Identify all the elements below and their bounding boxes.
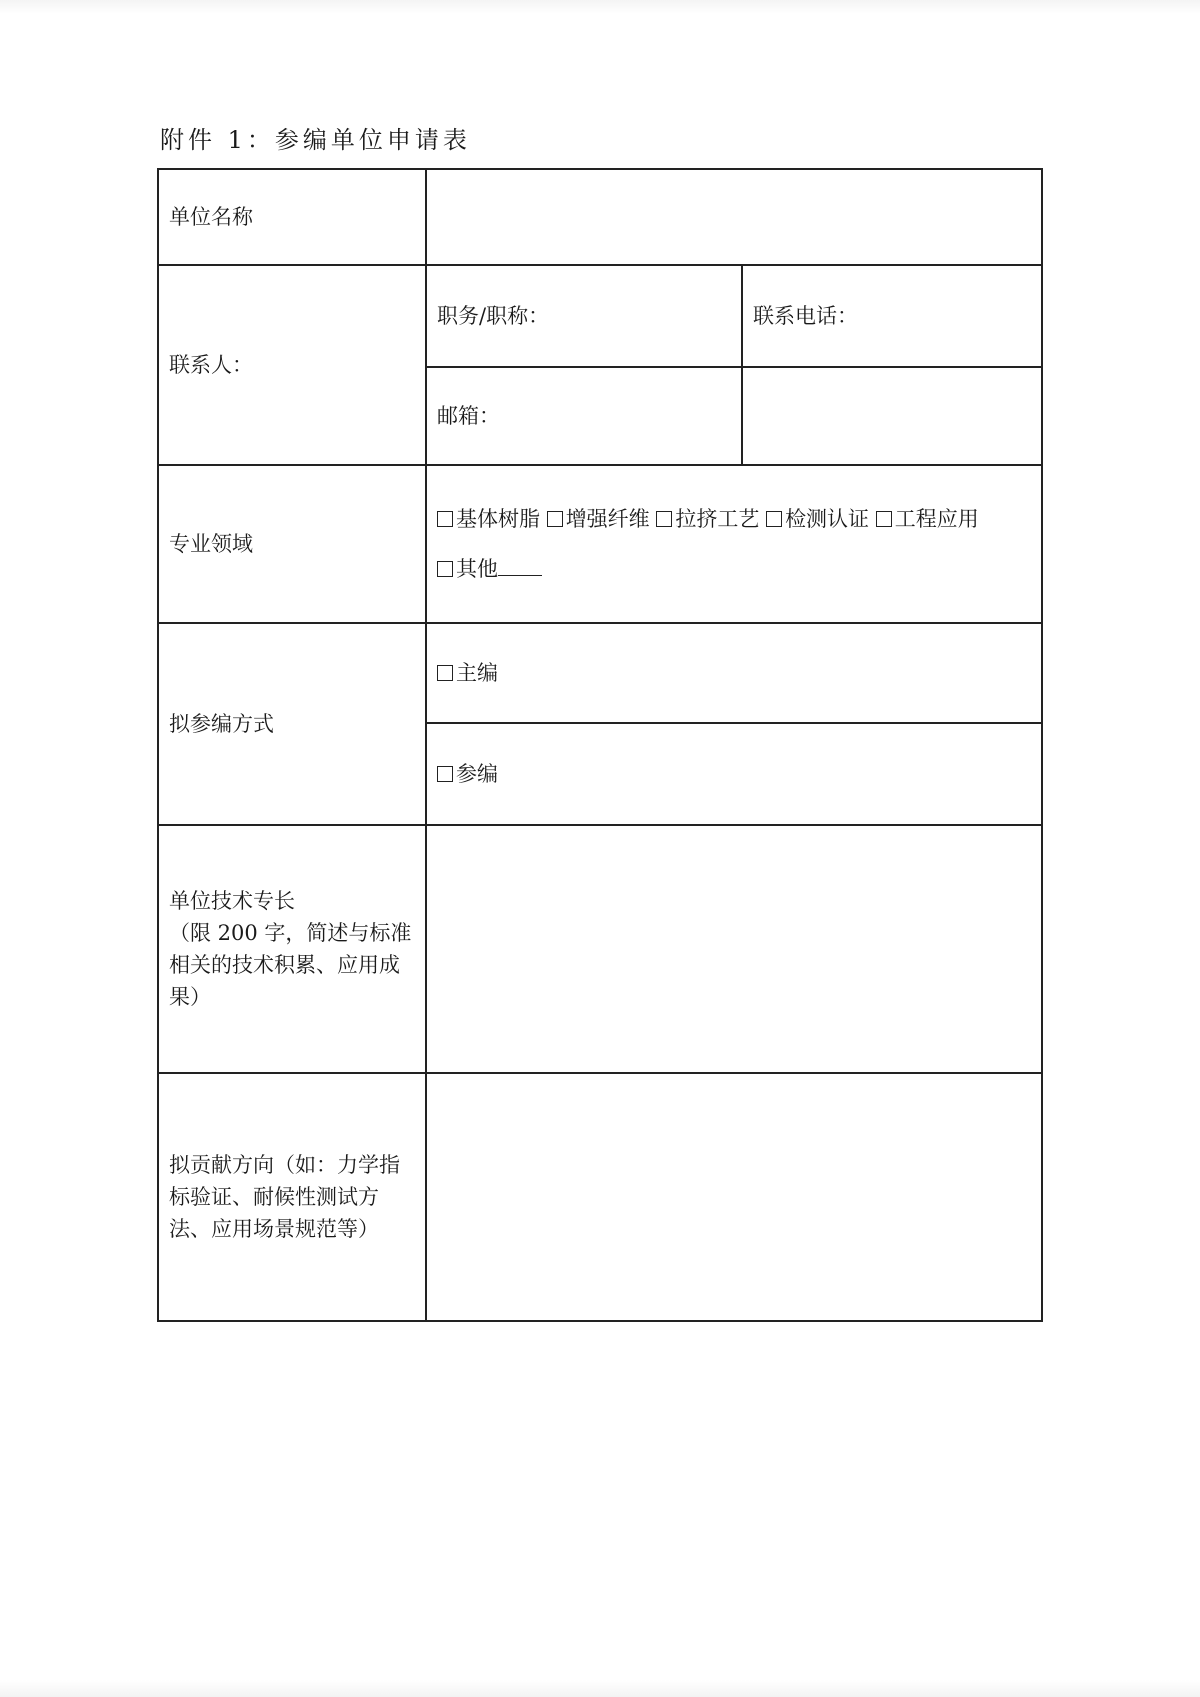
- expertise-field[interactable]: [426, 825, 1042, 1073]
- row-expertise: [158, 825, 1042, 1073]
- other-blank-line[interactable]: [498, 557, 542, 576]
- row-field: [158, 465, 1042, 623]
- empty-cell[interactable]: [742, 367, 1042, 465]
- checkbox-icon[interactable]: [437, 561, 453, 577]
- phone-field[interactable]: [742, 265, 1042, 367]
- contact-label: 联系人：: [158, 265, 426, 465]
- option-chief[interactable]: 主编: [426, 623, 1042, 723]
- checkbox-icon[interactable]: [547, 511, 563, 527]
- option-other[interactable]: 其他: [437, 553, 1031, 585]
- expertise-label-line1: 单位技术专长: [169, 889, 295, 913]
- checkbox-icon[interactable]: [437, 511, 453, 527]
- checkbox-icon[interactable]: [437, 665, 453, 681]
- row-contribution: [158, 1073, 1042, 1321]
- unit-name-field[interactable]: [426, 169, 1042, 265]
- participation-label: 拟参编方式: [158, 623, 426, 825]
- expertise-label-line2: （限 200 字，简述与标准相关的技术积累、应用成果）: [169, 921, 412, 1009]
- checkbox-icon[interactable]: [766, 511, 782, 527]
- field-label: 专业领域: [158, 465, 426, 623]
- option-participant[interactable]: 参编: [426, 723, 1042, 825]
- position-field[interactable]: [426, 265, 742, 367]
- field-options-line: [437, 503, 1031, 535]
- option-fiber[interactable]: 增强纤维: [547, 507, 650, 531]
- row-participation-top: [158, 623, 1042, 723]
- email-label: 邮箱：: [437, 404, 500, 428]
- option-pultrusion[interactable]: 拉挤工艺: [656, 507, 759, 531]
- row-contact-top: [158, 265, 1042, 367]
- expertise-label: [158, 825, 426, 1073]
- page-title: 附件 1：参编单位申请表: [160, 126, 471, 154]
- position-label: 职务/职称：: [437, 304, 550, 328]
- email-field[interactable]: [426, 367, 742, 465]
- checkbox-icon[interactable]: [437, 766, 453, 782]
- row-unit-name: [158, 169, 1042, 265]
- unit-name-label: 单位名称: [158, 169, 426, 265]
- option-engineering[interactable]: 工程应用: [876, 507, 979, 531]
- phone-label: 联系电话：: [753, 304, 858, 328]
- option-resin[interactable]: 基体树脂: [437, 507, 540, 531]
- contribution-field[interactable]: [426, 1073, 1042, 1321]
- contribution-label: 拟贡献方向（如：力学指标验证、耐候性测试方法、应用场景规范等）: [158, 1073, 426, 1321]
- checkbox-icon[interactable]: [876, 511, 892, 527]
- field-options: [426, 465, 1042, 623]
- checkbox-icon[interactable]: [656, 511, 672, 527]
- option-testing[interactable]: 检测认证: [766, 507, 869, 531]
- application-form-table: [157, 168, 1043, 1322]
- spacer: [437, 535, 1031, 553]
